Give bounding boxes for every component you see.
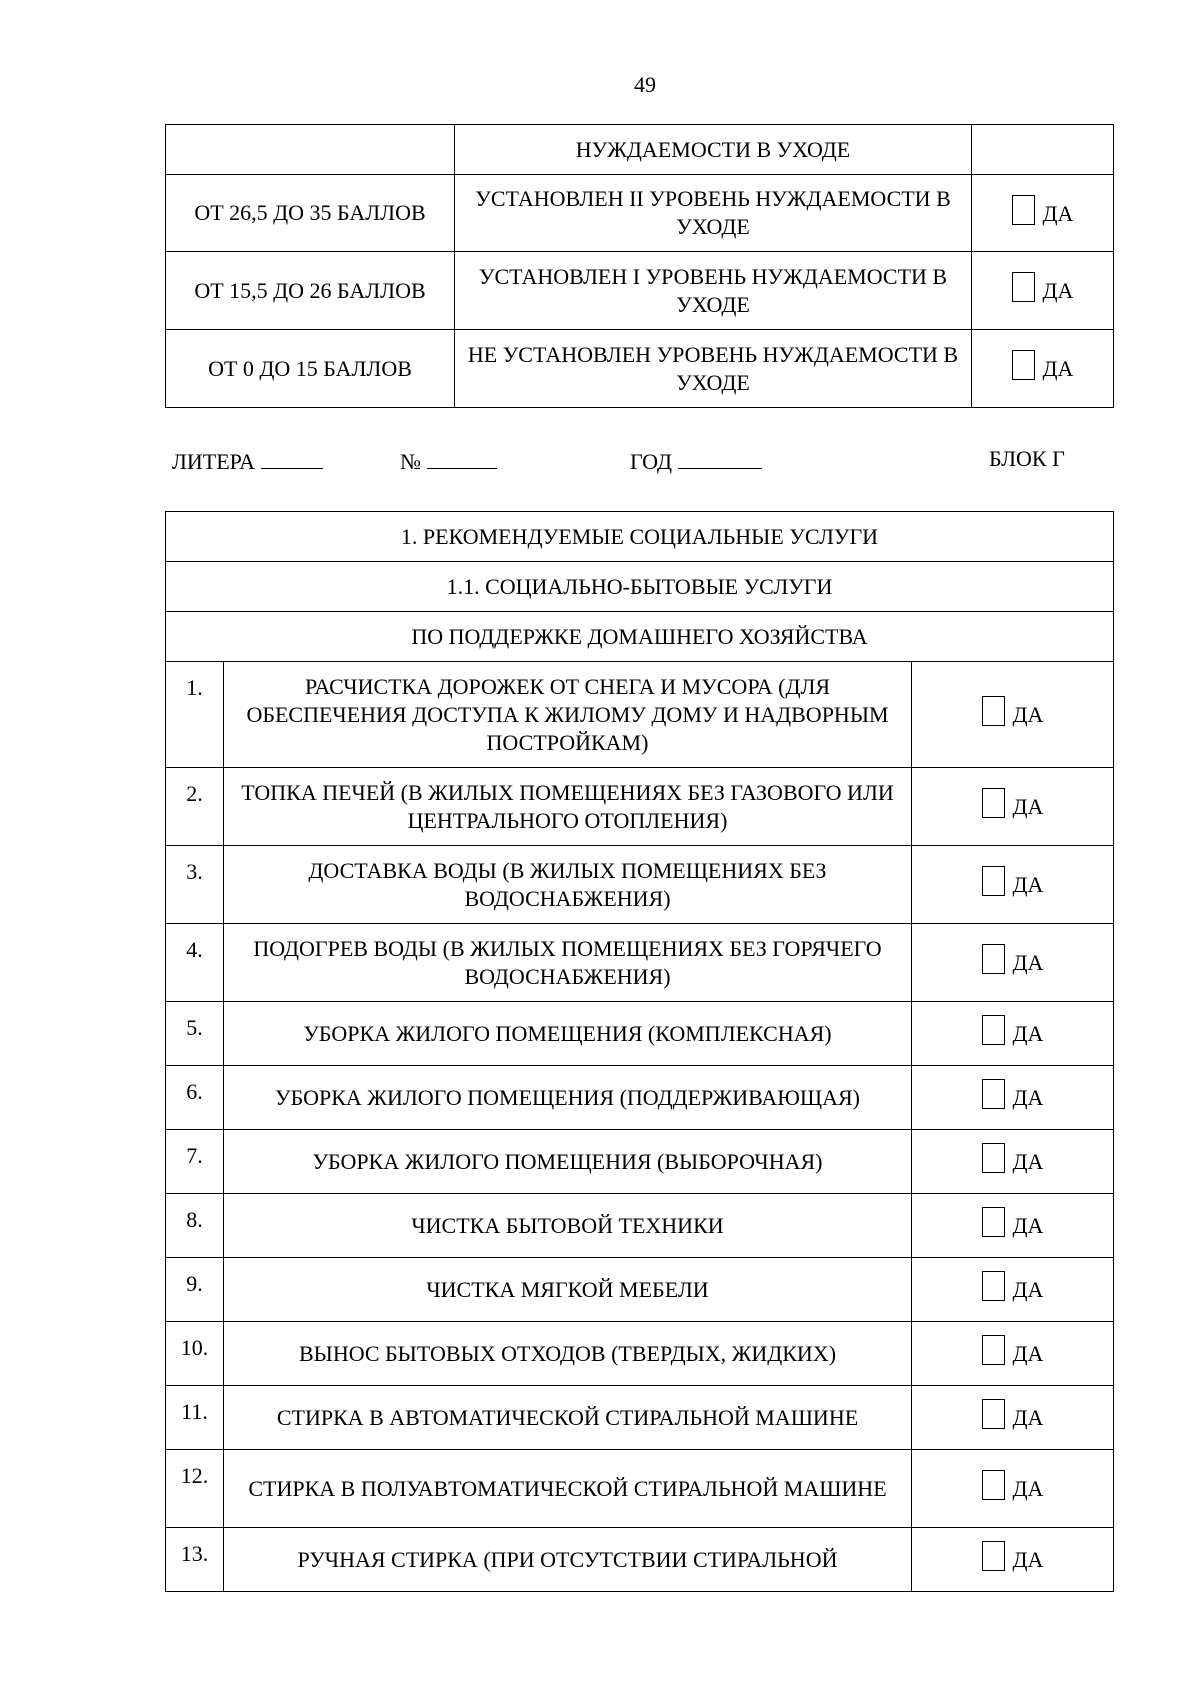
checkbox-label: ДА	[1012, 1476, 1044, 1501]
service-row	[166, 662, 1114, 768]
year-field	[630, 446, 762, 475]
service-row	[166, 1066, 1114, 1130]
checkbox-label: ДА	[1012, 1341, 1044, 1366]
check-cell	[912, 846, 1114, 924]
service-number: 3.	[166, 846, 224, 924]
service-description: РУЧНАЯ СТИРКА (ПРИ ОТСУТСТВИИ СТИРАЛЬНОЙ	[224, 1528, 912, 1592]
checkbox-square-icon[interactable]	[982, 1399, 1005, 1429]
score-range-cell: ОТ 26,5 ДО 35 БАЛЛОВ	[166, 175, 455, 252]
checkbox-square-icon[interactable]	[982, 1470, 1005, 1500]
table-row	[166, 562, 1114, 612]
table-row	[166, 252, 1114, 330]
table-row	[166, 330, 1114, 408]
check-cell	[972, 175, 1114, 252]
check-cell	[912, 1194, 1114, 1258]
service-number: 11.	[166, 1386, 224, 1450]
checkbox-label: ДА	[1012, 1021, 1044, 1046]
litera-label: ЛИТЕРА	[172, 449, 255, 474]
level-2-checkbox[interactable]	[1012, 195, 1074, 225]
service-checkbox[interactable]	[982, 1271, 1044, 1301]
checkbox-label: ДА	[1012, 872, 1044, 897]
checkbox-label: ДА	[1012, 1277, 1044, 1302]
litera-field	[172, 446, 323, 475]
service-number: 12.	[166, 1450, 224, 1528]
recommended-services-table	[165, 511, 1114, 1592]
checkbox-square-icon[interactable]	[1012, 350, 1035, 380]
check-cell	[912, 768, 1114, 846]
service-description: УБОРКА ЖИЛОГО ПОМЕЩЕНИЯ (КОМПЛЕКСНАЯ)	[224, 1002, 912, 1066]
service-checkbox[interactable]	[982, 1399, 1044, 1429]
service-number: 5.	[166, 1002, 224, 1066]
page-number: 49	[634, 72, 656, 97]
service-number: 8.	[166, 1194, 224, 1258]
score-range-cell: ОТ 0 ДО 15 БАЛЛОВ	[166, 330, 455, 408]
service-checkbox[interactable]	[982, 1015, 1044, 1045]
service-checkbox[interactable]	[982, 1541, 1044, 1571]
care-level-result-cell: НЕ УСТАНОВЛЕН УРОВЕНЬ НУЖДАЕМОСТИ В УХОДЕ	[455, 330, 972, 408]
service-row	[166, 1450, 1114, 1528]
checkbox-square-icon[interactable]	[982, 866, 1005, 896]
service-number: 2.	[166, 768, 224, 846]
checkbox-label: ДА	[1042, 200, 1074, 226]
check-cell	[912, 1386, 1114, 1450]
service-description: СТИРКА В ПОЛУАВТОМАТИЧЕСКОЙ СТИРАЛЬНОЙ МАШИНЕ	[224, 1450, 912, 1528]
service-number: 7.	[166, 1130, 224, 1194]
group-title: ПО ПОДДЕРЖКЕ ДОМАШНЕГО ХОЗЯЙСТВА	[166, 612, 1114, 662]
service-number: 9.	[166, 1258, 224, 1322]
table-row	[166, 125, 1114, 175]
service-checkbox[interactable]	[982, 696, 1044, 726]
service-description: УБОРКА ЖИЛОГО ПОМЕЩЕНИЯ (ПОДДЕРЖИВАЮЩАЯ)	[224, 1066, 912, 1130]
check-cell	[912, 1322, 1114, 1386]
service-description: УБОРКА ЖИЛОГО ПОМЕЩЕНИЯ (ВЫБОРОЧНАЯ)	[224, 1130, 912, 1194]
checkbox-label: ДА	[1012, 1085, 1044, 1110]
service-row	[166, 1258, 1114, 1322]
checkbox-label: ДА	[1012, 1547, 1044, 1572]
litera-blank[interactable]	[261, 446, 323, 469]
document-fields-line	[172, 446, 1172, 478]
checkbox-label: ДА	[1012, 702, 1044, 727]
service-checkbox[interactable]	[982, 1470, 1044, 1500]
checkbox-square-icon[interactable]	[982, 1207, 1005, 1237]
service-description: ЧИСТКА БЫТОВОЙ ТЕХНИКИ	[224, 1194, 912, 1258]
service-row	[166, 1386, 1114, 1450]
checkbox-square-icon[interactable]	[1012, 195, 1035, 225]
check-cell	[972, 330, 1114, 408]
service-row	[166, 1322, 1114, 1386]
subsection-title: 1.1. СОЦИАЛЬНО-БЫТОВЫЕ УСЛУГИ	[166, 562, 1114, 612]
care-level-result-cell: УСТАНОВЛЕН I УРОВЕНЬ НУЖДАЕМОСТИ В УХОДЕ	[455, 252, 972, 330]
checkbox-square-icon[interactable]	[982, 788, 1005, 818]
section-title: 1. РЕКОМЕНДУЕМЫЕ СОЦИАЛЬНЫЕ УСЛУГИ	[166, 512, 1114, 562]
year-blank[interactable]	[678, 446, 762, 469]
checkbox-square-icon[interactable]	[982, 1541, 1005, 1571]
service-description: СТИРКА В АВТОМАТИЧЕСКОЙ СТИРАЛЬНОЙ МАШИНЕ	[224, 1386, 912, 1450]
checkbox-square-icon[interactable]	[982, 944, 1005, 974]
service-checkbox[interactable]	[982, 866, 1044, 896]
service-description: РАСЧИСТКА ДОРОЖЕК ОТ СНЕГА И МУСОРА (ДЛЯ ОБЕСПЕЧЕНИЯ ДОСТУПА К ЖИЛОМУ ДОМУ И НАДВОРНЫМ ПОСТРОЙКАМ)	[224, 662, 912, 768]
check-cell	[912, 1066, 1114, 1130]
service-description: ПОДОГРЕВ ВОДЫ (В ЖИЛЫХ ПОМЕЩЕНИЯХ БЕЗ ГОРЯЧЕГО ВОДОСНАБЖЕНИЯ)	[224, 924, 912, 1002]
care-level-score-table	[165, 124, 1114, 408]
check-cell	[912, 1002, 1114, 1066]
care-level-result-cell: УСТАНОВЛЕН II УРОВЕНЬ НУЖДАЕМОСТИ В УХОДЕ	[455, 175, 972, 252]
check-cell	[912, 662, 1114, 768]
check-cell	[912, 1258, 1114, 1322]
number-field	[400, 446, 497, 475]
block-label: БЛОК Г	[989, 446, 1065, 471]
checkbox-label: ДА	[1042, 356, 1074, 381]
service-row	[166, 846, 1114, 924]
service-number: 1.	[166, 662, 224, 768]
service-number: 6.	[166, 1066, 224, 1130]
service-row	[166, 1130, 1114, 1194]
checkbox-label: ДА	[1012, 950, 1044, 975]
checkbox-square-icon[interactable]	[982, 1015, 1005, 1045]
checkbox-square-icon[interactable]	[982, 696, 1005, 726]
check-cell	[972, 252, 1114, 330]
service-row	[166, 1002, 1114, 1066]
check-cell	[912, 1130, 1114, 1194]
service-row	[166, 768, 1114, 846]
checkbox-square-icon[interactable]	[982, 1079, 1005, 1109]
check-cell	[912, 924, 1114, 1002]
check-cell	[912, 1528, 1114, 1592]
service-description: ТОПКА ПЕЧЕЙ (В ЖИЛЫХ ПОМЕЩЕНИЯХ БЕЗ ГАЗОВОГО ИЛИ ЦЕНТРАЛЬНОГО ОТОПЛЕНИЯ)	[224, 768, 912, 846]
checkbox-label: ДА	[1042, 278, 1074, 303]
service-checkbox[interactable]	[982, 1079, 1044, 1109]
service-checkbox[interactable]	[982, 1207, 1044, 1237]
checkbox-square-icon[interactable]	[982, 1335, 1005, 1365]
checkbox-label: ДА	[1012, 1213, 1044, 1238]
service-checkbox[interactable]	[982, 944, 1044, 974]
checkbox-square-icon[interactable]	[982, 1143, 1005, 1173]
number-label: №	[400, 449, 421, 474]
service-rows	[166, 662, 1114, 1592]
service-description: ВЫНОС БЫТОВЫХ ОТХОДОВ (ТВЕРДЫХ, ЖИДКИХ)	[224, 1322, 912, 1386]
check-cell	[972, 125, 1114, 175]
checkbox-square-icon[interactable]	[1012, 272, 1035, 302]
table-row	[166, 512, 1114, 562]
service-number: 10.	[166, 1322, 224, 1386]
service-checkbox[interactable]	[982, 1143, 1044, 1173]
service-row	[166, 924, 1114, 1002]
year-label: ГОД	[630, 449, 672, 474]
level-1-checkbox[interactable]	[1012, 272, 1074, 302]
service-number: 13.	[166, 1528, 224, 1592]
service-description: ДОСТАВКА ВОДЫ (В ЖИЛЫХ ПОМЕЩЕНИЯХ БЕЗ ВОДОСНАБЖЕНИЯ)	[224, 846, 912, 924]
service-checkbox[interactable]	[982, 788, 1044, 818]
checkbox-label: ДА	[1012, 794, 1044, 819]
score-range-cell	[166, 125, 455, 175]
checkbox-square-icon[interactable]	[982, 1271, 1005, 1301]
number-blank[interactable]	[427, 446, 497, 469]
score-range-cell: ОТ 15,5 ДО 26 БАЛЛОВ	[166, 252, 455, 330]
service-row	[166, 1528, 1114, 1592]
checkbox-label: ДА	[1012, 1149, 1044, 1174]
table-row	[166, 612, 1114, 662]
care-level-result-cell: НУЖДАЕМОСТИ В УХОДЕ	[455, 125, 972, 175]
no-level-checkbox[interactable]	[1012, 350, 1074, 380]
checkbox-label: ДА	[1012, 1405, 1044, 1430]
table-row	[166, 175, 1114, 252]
check-cell	[912, 1450, 1114, 1528]
service-description: ЧИСТКА МЯГКОЙ МЕБЕЛИ	[224, 1258, 912, 1322]
service-checkbox[interactable]	[982, 1335, 1044, 1365]
service-number: 4.	[166, 924, 224, 1002]
service-row	[166, 1194, 1114, 1258]
